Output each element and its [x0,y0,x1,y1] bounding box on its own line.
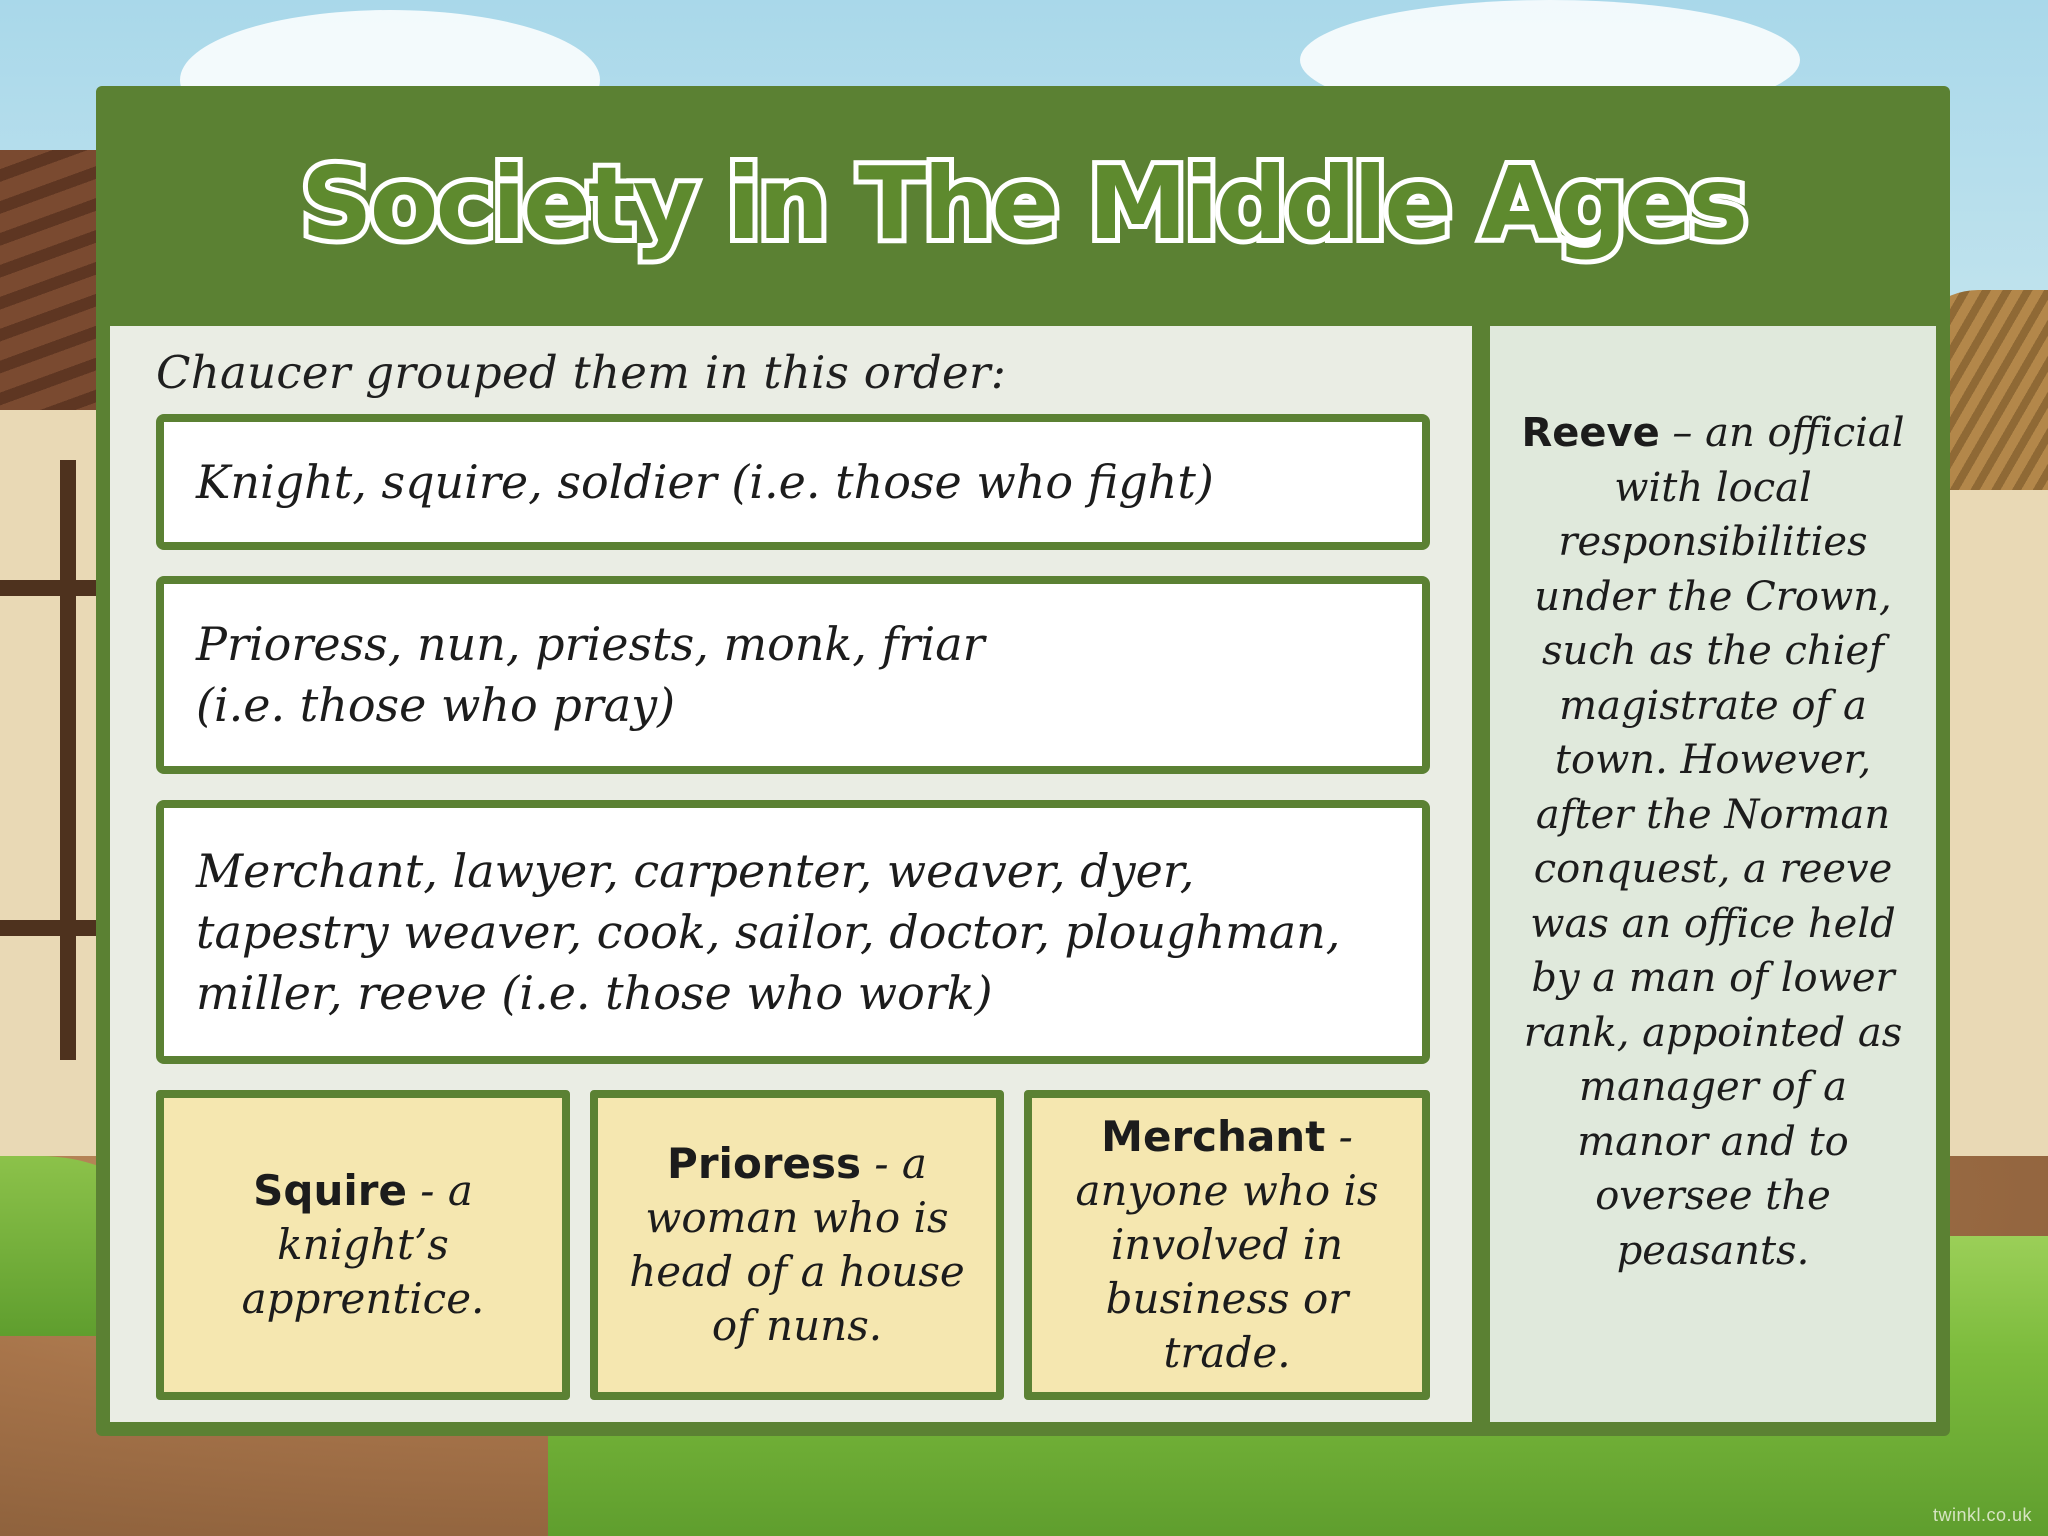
page-title: Society in The Middle Ages [300,144,1746,262]
intro-text: Chaucer grouped them in this order: [156,346,1007,399]
beam [60,460,76,1060]
group-work-text: Merchant, lawyer, carpenter, weaver, dyer, tapestry weaver, cook, sailor, doctor, ploughman, miller, reeve (i.e. those who work) [196,843,1341,1020]
reeve-definition [1510,406,1916,1278]
side-panel [1490,326,1936,1422]
definition-term: Prioress [667,1139,861,1188]
definition-merchant [1024,1090,1430,1400]
definition-term: Merchant [1101,1112,1326,1161]
group-pray [156,576,1430,774]
definition-text: - a knight’s apprentice. [241,1166,485,1323]
group-work [156,800,1430,1064]
group-pray-text: Prioress, nun, priests, monk, friar (i.e. those who pray) [196,617,985,732]
definition-text: - a woman who is head of a house of nuns. [629,1139,965,1350]
group-fight-text: Knight, squire, soldier (i.e. those who fight) [196,454,1214,509]
definition-squire [156,1090,570,1400]
definition-term: Squire [253,1166,407,1215]
main-panel [110,326,1472,1422]
reeve-text: – an official with local responsibilities under the Crown, such as the chief magistrate of a town. However, after the Norman conquest, a reeve was an office held by a man of lower rank, appointed as manager of a manor and to oversee the peasants. [1523,410,1905,1274]
watermark: twinkl.co.uk [1932,1505,2032,1525]
definition-prioress [590,1090,1004,1400]
reeve-term: Reeve [1521,410,1660,456]
definition-text: - anyone who is involved in business or trade. [1075,1112,1379,1377]
slide-card [96,86,1950,1436]
group-fight [156,414,1430,550]
